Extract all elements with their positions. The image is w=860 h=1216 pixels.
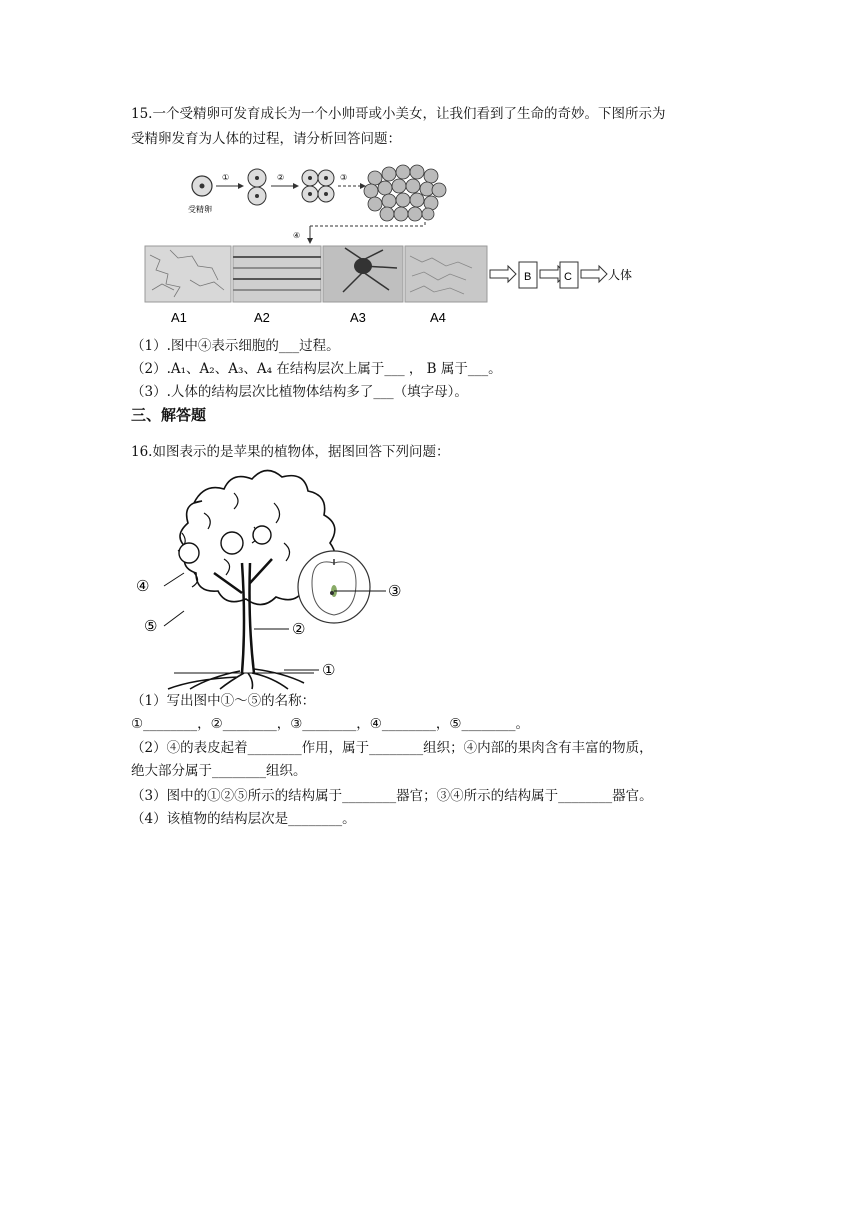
human-body-label: 人体 [608, 268, 633, 282]
tissue-tile-a3 [323, 246, 403, 302]
q16-sub2-line2: 绝大部分属于________组织。 [131, 763, 307, 779]
box-c-label: C [564, 271, 572, 283]
cell-mass [364, 165, 446, 221]
tree-label-2: ② [292, 620, 306, 638]
box-b-label: B [524, 271, 532, 283]
section-heading: 三、解答题 [131, 406, 207, 424]
q16-sub1: （1）写出图中①～⑤的名称： [131, 693, 316, 709]
q15-sub3: （3）.人体的结构层次比植物体结构多了___（填字母）。 [131, 384, 468, 400]
leader-4 [164, 573, 184, 586]
q16-sub3: （3）图中的①②⑤所示的结构属于________器官；③④所示的结构属于________器官。 [131, 788, 653, 804]
tissue-tile-a1 [145, 246, 231, 302]
q16-sub4: （4）该植物的结构层次是________。 [131, 811, 356, 827]
tissue-tile-a4 [405, 246, 487, 302]
tile-label-a3: A3 [350, 310, 366, 325]
step4-label: ④ [293, 231, 301, 240]
tree-label-5: ⑤ [144, 617, 158, 635]
q15-development-figure [140, 160, 640, 330]
apple-section-callout [298, 551, 370, 623]
arrow-to-b [490, 266, 516, 282]
tile-label-a2: A2 [254, 310, 270, 325]
q15-sub2: （2）.A₁、A₂、A₃、A₄ 在结构层次上属于___ ， B 属于___。 [131, 361, 502, 377]
tree-label-1: ① [322, 661, 336, 679]
four-cell-stage [302, 170, 334, 202]
tile-label-a1: A1 [171, 310, 187, 325]
leader-5 [164, 611, 184, 626]
fertilized-egg-label: 受精卵 [188, 205, 212, 214]
tree-roots [168, 669, 304, 689]
q15-intro-line2: 受精卵发育为人体的过程，请分析回答问题： [131, 131, 401, 147]
arrow-to-human [581, 266, 607, 282]
two-cell-stage [248, 169, 266, 205]
q16-apple-tree-figure [134, 463, 414, 691]
tree-label-4: ④ [136, 577, 150, 595]
q16-sub2-line1: （2）④的表皮起着________作用，属于________组织；④内部的果肉含有丰富的物质， [131, 740, 653, 756]
q16-intro: 16.如图表示的是苹果的植物体，据图回答下列问题： [131, 444, 450, 460]
step2-label: ② [277, 173, 285, 182]
q15-sub1: （1）.图中④表示细胞的___过程。 [131, 338, 340, 354]
tree-label-3: ③ [388, 582, 402, 600]
q16-sub1-blanks: ①________，②________，③________，④________，⑤________。 [131, 716, 530, 732]
tissue-tile-a2 [233, 246, 321, 302]
tile-label-a4: A4 [430, 310, 446, 325]
step3-label: ③ [340, 173, 348, 182]
q15-intro-line1: 15.一个受精卵可发育成长为一个小帅哥或小美女，让我们看到了生命的奇妙。下图所示为 [131, 106, 666, 122]
step1-label: ① [222, 173, 230, 182]
